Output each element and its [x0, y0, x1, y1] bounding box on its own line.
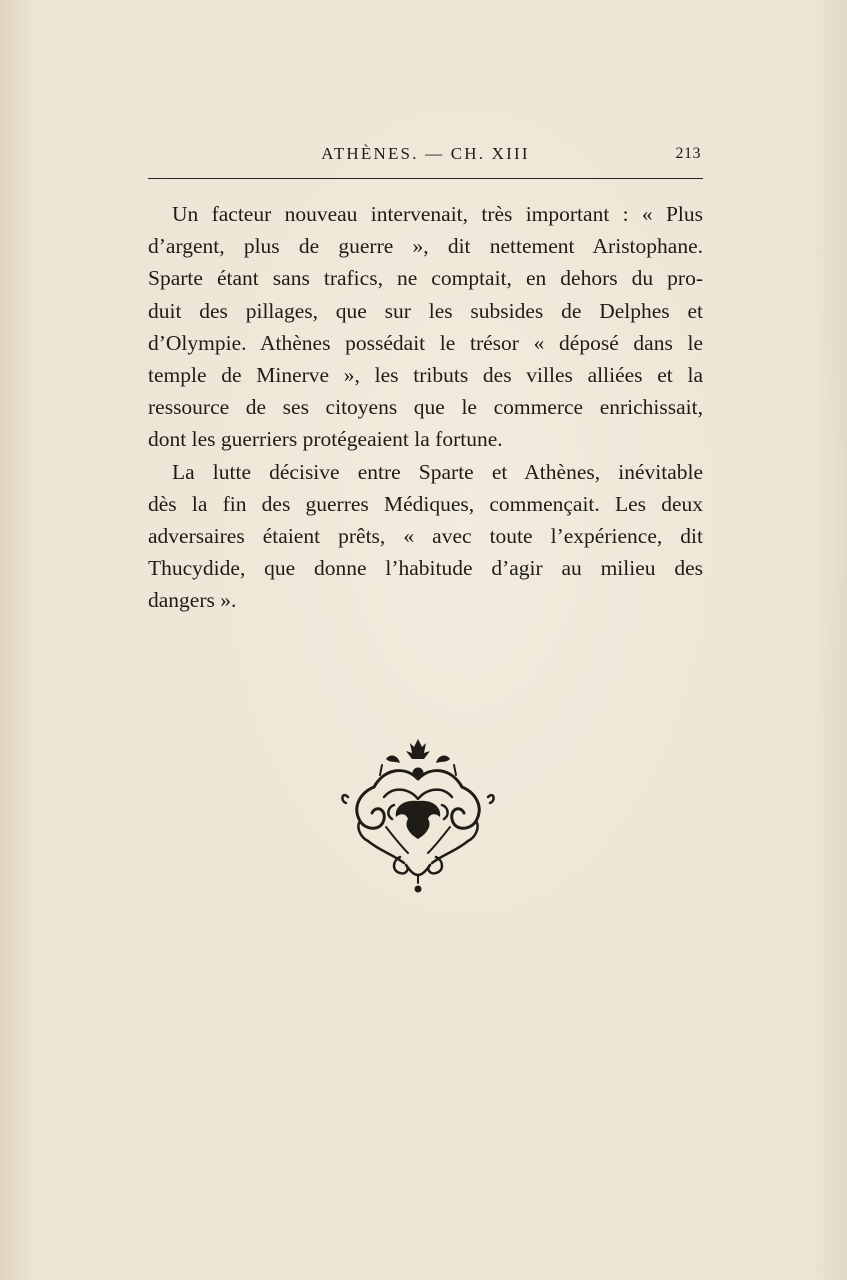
paragraph-2: [148, 456, 703, 617]
text-line: temple de Minerve », les tributs des villes alliées et la: [148, 363, 703, 388]
header-rule: [148, 178, 703, 179]
page-number: 213: [675, 145, 701, 162]
text-line: ressource de ses citoyens que le commerce enrichissait,: [148, 395, 703, 420]
text-line: La lutte décisive entre Sparte et Athènes, inévitable: [172, 459, 703, 484]
text-line: duit des pillages, que sur les subsides de Delphes et: [148, 298, 703, 323]
text-line: dangers ».: [148, 588, 237, 613]
running-title: ATHÈNES. — CH. XIII: [321, 144, 530, 163]
running-head: [148, 144, 703, 168]
text-line: adversaires étaient prêts, « avec toute l’expérience, dit: [148, 524, 703, 549]
paragraph-1: [148, 198, 703, 456]
text-line: Un facteur nouveau intervenait, très important : « Plus: [172, 202, 703, 226]
text-line: d’argent, plus de guerre », dit nettement Aristophane.: [148, 234, 703, 259]
text-line: Sparte étant sans trafics, ne comptait, en dehors du pro-: [148, 266, 703, 291]
text-line: dès la fin des guerres Médiques, commençait. Les deux: [148, 491, 703, 516]
fleuron-cul-de-lampe-icon: [334, 735, 502, 895]
text-line: Thucydide, que donne l’habitude d’agir au milieu des: [148, 556, 703, 581]
text-line: d’Olympie. Athènes possédait le trésor « déposé dans le: [148, 330, 703, 355]
text-line: dont les guerriers protégeaient la fortune.: [148, 427, 503, 452]
body-text: [148, 198, 703, 617]
